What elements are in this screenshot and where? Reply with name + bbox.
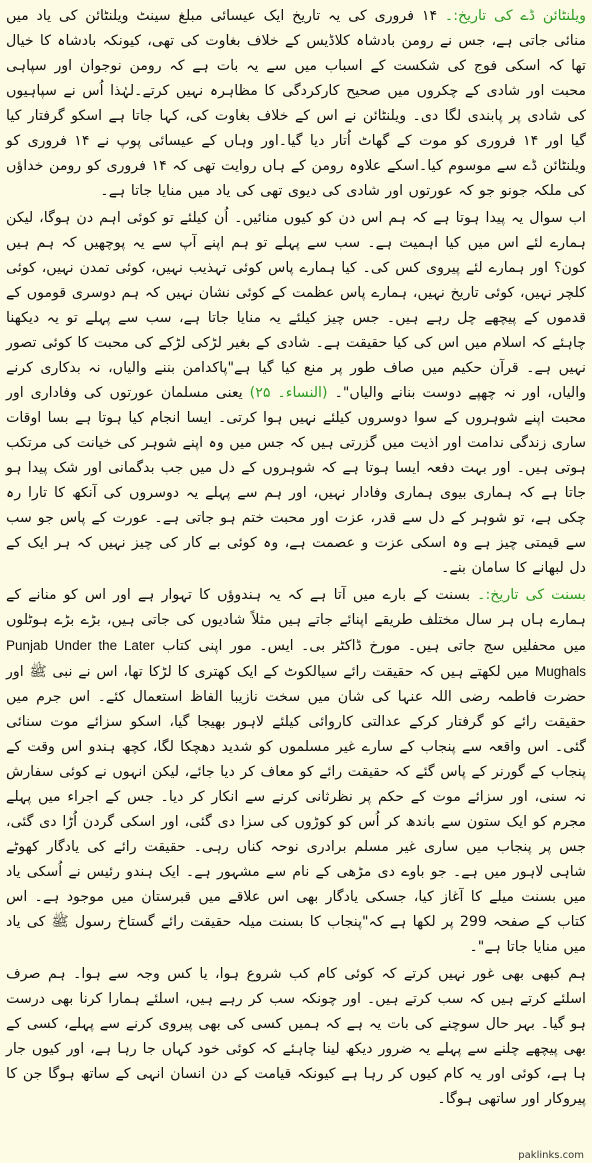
article: [6, 4, 586, 1112]
valentine-history-heading: ویلنٹائن ڈے کی تاریخ:۔: [444, 8, 587, 24]
quran-reference: (النساء۔ ۲۵): [249, 385, 328, 401]
basant-history-text: بسنت کے بارے میں آتا ہے کہ یہ ہندوؤں کا تہوار ہے اور اس کو منانے کے ہمارے ہاں ہر سال مختلف طریقے اپنائے جاتے ہیں مثلاً شادیوں کی جاتی ہیں، بڑے بڑے ہوٹلوں میں محفلیں سج جاتی ہیں۔ مورخ ڈاکٹر بی۔ ایس۔ مور اپنی کتاب: [6, 587, 586, 654]
why-celebrate-text: اب سوال یہ پیدا ہوتا ہے کہ ہم اس دن کو کیوں منائیں۔ اُن کیلئے تو کوئی اہم دن ہوگا، لیکن ہمارے لئے اس میں کیا اہمیت ہے۔ سب سے پہلے تو ہم اپنے آپ سے یہ پوچھیں کہ ہم ہیں کون؟ اور ہمارے لئے پیروی کس کی۔ کیا ہمارے پاس کوئی تہذیب نہیں، کوئی تمدن نہیں، کوئی کلچر نہیں، کوئی تاریخ نہیں، ہمارے پاس عظمت کے کوئی نشان نہیں کہ ہم دوسری قوموں کے قدموں کے پیچھے چل رہے ہیں۔ جس چیز کیلئے یہ منایا جاتا ہے، سب سے پہلے تو یہ دیکھنا چاہئے کہ اسلام میں اس کی کیا حقیقت ہے۔ شادی کے بغیر لڑکی لڑکے کی محبت کا کوئی تصور نہیں ہے۔ قرآن حکیم میں صاف طور پر منع کیا گیا ہے"پاکدامن بننے والیاں، نہ بدکاری کرنے والیاں، اور نہ چھپے دوست بنانے والیاں"۔: [6, 210, 587, 401]
site-watermark: paklinks.com: [518, 1150, 584, 1161]
why-celebrate-paragraph: [6, 206, 586, 581]
conclusion-paragraph: [6, 962, 586, 1112]
valentine-history-paragraph: [6, 4, 586, 204]
basant-history-text-continued: میں لکھتے ہیں کہ حقیقت رائے سیالکوٹ کے ایک کھتری کا لڑکا تھا، اس نے نبی ﷺ اور حضرت فاطمہ رضی اللہ عنہا کی شان میں سخت نازیبا الفاظ استعمال کئے۔ اس جرم میں حقیقت رائے کو گرفتار کرکے عدالتی کاروائی کیلئے لاہور بھیجا گیا، اسکو سزائے موت سنائی گئی۔ اس واقعہ سے پنجاب کے سارے غیر مسلموں کو شدید دھچکا لگا، کچھ ہندو اس وقت کے پنجاب کے گورنر کے پاس گئے کہ حقیقت رائے کو معاف کر دیا جائے، لیکن انہوں نے کوئی سفارش نہ سنی، اور سزائے موت کے حکم پر نظرثانی کرنے سے انکار کر دیا۔ جس کے اجراء میں پہلے مجرم کو ایک ستون سے باندھ کر اُس کو کوڑوں کی سزا دی گئی، اور اسکی گردن اُڑا دی گئی، جس پر پنجاب میں ساری غیر مسلم برادری نوحہ کناں رہی۔ حقیقت رائے کی یادگار کھوٹے شاہی لاہور میں ہے۔ جو باوے دی مڑھی کے نام سے مشہور ہے۔ ایک ہندو رئیس نے اُسکی یاد میں بسنت میلے کا آغاز کیا، جسکی یادگار بھی اس علاقے میں قبرستان میں موجود ہے۔ اس کتاب کے صفحہ 299 پر لکھا ہے کہ"پنجاب کا بسنت میلہ حقیقت رائے گستاخ رسول ﷺ کی یاد میں منایا جاتا ہے"۔: [6, 664, 586, 955]
book-title: Punjab Under the Later Mughals: [6, 638, 586, 679]
conclusion-text: ہم کبھی بھی غور نہیں کرتے کہ کوئی کام کب شروع ہوا، یا کس وجہ سے ہوا۔ ہم صرف اسلئے کرتے ہیں کہ سب کرتے ہیں۔ اور چونکہ سب کر رہے ہیں، اسلئے ہمارا کرنا بھی درست ہو گیا۔ بہر حال سوچنے کی بات یہ ہے کہ ہمیں کسی کی بھی پیروی کرنے سے پہلے، کسی کے بھی پیچھے چلنے سے پہلے یہ ضرور دیکھ لینا چاہئے کہ کوئی خود کہاں جا رہا ہے، اور کیوں جار ہا ہے، کوئی اور یہ کام کیوں کر رہا ہے کیونکہ قیامت کے دن انسان انہی کے ساتھ ہوگا جن کا پیروکار اور ساتھی ہوگا۔: [6, 966, 586, 1107]
why-celebrate-text-continued: یعنی مسلمان عورتوں کی وفاداری اور محبت اپنے شوہروں کے سوا دوسروں کیلئے نہیں ہوا کرتی۔ ایسا انجام کیا ہوتا ہے بسا اوقات ساری زندگی ندامت اور اذیت میں گزرتی ہیں کہ جس میں وہ اپنے شوہر کی خیانت کی مرتکب ہوتی ہیں۔ اور بہت دفعہ ایسا ہوتا ہے کہ شوہروں کے دل میں جب بدگمانی اور شک پیدا ہو جاتا ہے کہ ہماری بیوی ہماری وفادار نہیں، اور ہم سے پہلے یہ دوسروں کی آنکھ کا تارا رہ چکی ہے، تو شوہر کے دل سے قدر، عزت اور محبت ختم ہو جاتی ہے۔ عورت کے پاس جو سب سے قیمتی چیز ہے وہ اسکی عزت و عصمت ہے، وہ کوئی بے کار کی چیز نہیں کہ ہر ایک کے دل لبھانے کا سامان بنے۔: [6, 385, 586, 576]
basant-history-heading: بسنت کی تاریخ:۔: [477, 587, 586, 603]
valentine-history-text: ۱۴ فروری کی یہ تاریخ ایک عیسائی مبلغ سینٹ ویلنٹائن کی یاد میں منائی جاتی ہے، جس نے رومن بادشاہ کلاڈیس کے خلاف بغاوت کی تھی، کیونکہ بادشاہ کا خیال تھا کہ اسکی فوج کی شکست کے اسباب میں سے یہ بات ہے کہ رومن نوجوان اور سپاہی محبت اور شادی کے چکروں میں صحیح کارکردگی کا مظاہرہ نہیں کرتے۔لہٰذا اُس نے سپاہیوں کی شادی پر پابندی لگا دی۔ ویلنٹائن نے اس کے خلاف بغاوت کی، کہا جاتا ہے اسکو گرفتار کیا گیا اور ۱۴ فروری کو موت کے گھاٹ اُتار دیا گیا۔اور وہاں کے عیسائی پوپ نے ۱۴ فروری کو ویلنٹائن ڈے سے موسوم کیا۔اسکے علاوہ رومن کے ہاں روایت تھی کہ ۱۴ فروری کو رومن خداؤں کی ملکہ جونو جو کہ عورتوں اور شادی کی دیوی تھی کی یاد میں منایا جاتا ہے۔: [6, 8, 586, 199]
basant-history-paragraph: [6, 583, 586, 960]
